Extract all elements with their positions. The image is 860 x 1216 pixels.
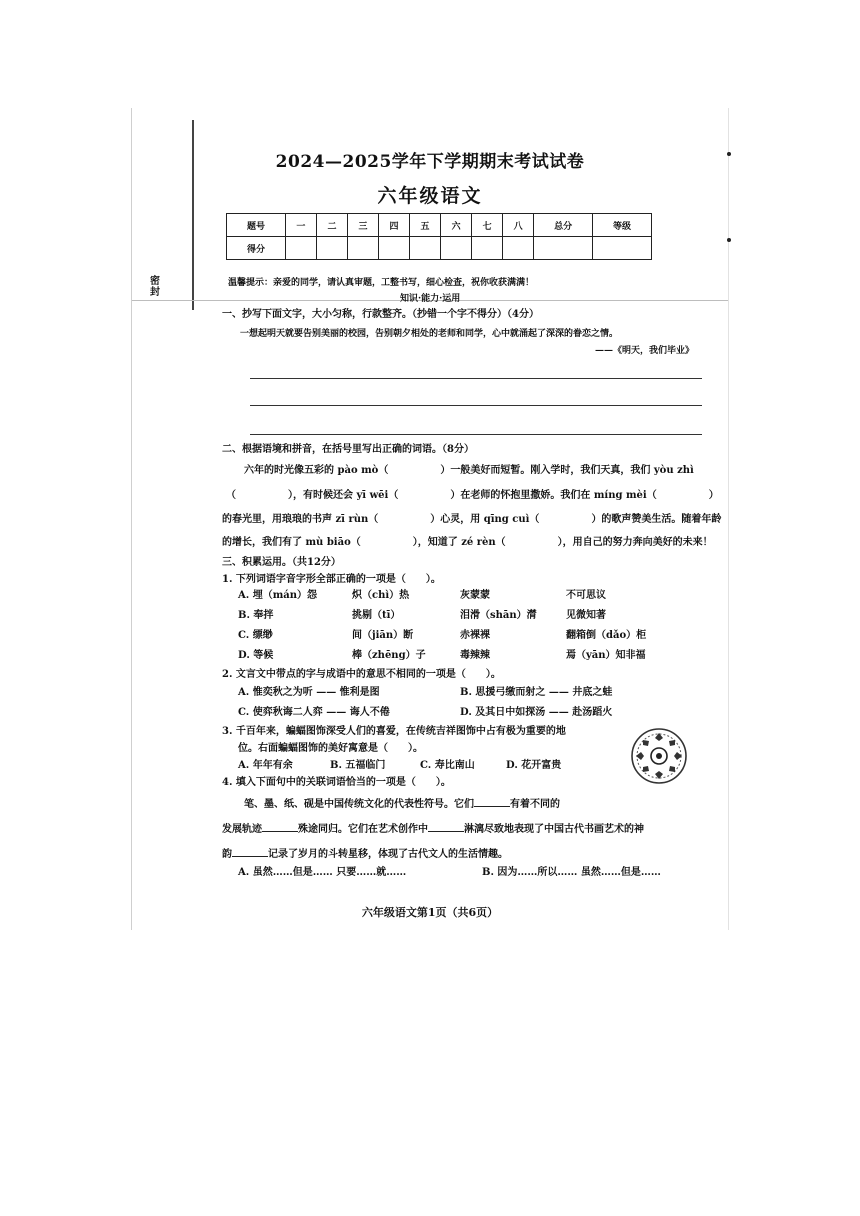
q3-s4-text: 有着不同的 bbox=[510, 799, 560, 810]
q3-s1-option-a-word: 不可思议 bbox=[566, 590, 606, 601]
score-cell: 等级 bbox=[593, 214, 652, 237]
q2-line bbox=[222, 513, 721, 527]
q3-s2-stem: 2. 文言文中带点的字与成语中的意思不相同的一项是（ ）。 bbox=[222, 669, 501, 680]
q3-s3-stem: 3. 千百年来，蝙蝠图饰深受人们的喜爱，在传统吉祥图饰中占有极为重要的地 bbox=[222, 726, 566, 737]
q3-heading: 三、积累运用。（共12分） bbox=[222, 557, 341, 568]
q2-line bbox=[244, 464, 694, 478]
q3-s4-blank[interactable] bbox=[428, 821, 464, 832]
q2-text: 的增长，我们有了 mù biāo（ bbox=[222, 537, 361, 548]
q3-s1-option-a-word: 炽（chì）热 bbox=[352, 590, 410, 601]
q2-text: ），有时候还会 yī wēi（ bbox=[288, 490, 399, 501]
score-cell: 八 bbox=[503, 214, 534, 237]
q2-text: ）的歌声赞美生活。随着年龄 bbox=[591, 514, 722, 525]
q3-s3-option-b[interactable]: B. 五福临门 bbox=[330, 760, 386, 771]
q3-s1-option-c[interactable]: C. 缥缈 bbox=[238, 630, 273, 641]
q3-s1-option-a-word: 灰蒙蒙 bbox=[460, 590, 490, 601]
q3-s1-option-c-word: 翻箱倒（dǎo）柜 bbox=[566, 630, 647, 641]
score-table-header-row bbox=[227, 214, 652, 237]
score-cell: 六 bbox=[441, 214, 472, 237]
score-input-cell[interactable] bbox=[441, 237, 472, 260]
q2-heading: 二、根据语境和拼音，在括号里写出正确的词语。（8分） bbox=[222, 444, 474, 455]
q2-text: （ bbox=[226, 490, 236, 501]
q3-s1-option-a[interactable]: A. 埋（mán）怨 bbox=[238, 590, 318, 601]
q3-s4-blank[interactable] bbox=[262, 821, 298, 832]
score-cell: 三 bbox=[347, 214, 378, 237]
q2-text: ） bbox=[708, 490, 719, 501]
score-input-cell[interactable] bbox=[472, 237, 503, 260]
q3-s2-option-c[interactable]: C. 使弈秋诲二人弈 —— 诲人不倦 bbox=[238, 707, 390, 718]
q1-writing-line[interactable] bbox=[250, 405, 702, 406]
scan-dot bbox=[727, 238, 731, 242]
score-cell: 题号 bbox=[227, 214, 286, 237]
q3-s4-line bbox=[222, 846, 508, 862]
exam-tips: 温馨提示：亲爱的同学，请认真审题，工整书写，细心检查，祝你收获满满！ bbox=[228, 278, 535, 288]
score-cell: 五 bbox=[410, 214, 441, 237]
q1-writing-line[interactable] bbox=[250, 378, 702, 379]
q3-s2-option-a[interactable]: A. 惟奕秋之为听 —— 惟利是图 bbox=[238, 687, 380, 698]
q3-s3-option-c[interactable]: C. 寿比南山 bbox=[420, 760, 475, 771]
q1-writing-line[interactable] bbox=[250, 434, 702, 435]
paper-edge-right bbox=[728, 108, 729, 930]
q3-s4-text: 殊途同归。它们在艺术创作中 bbox=[298, 824, 428, 835]
q3-s1-option-d-word: 棒（zhēng）子 bbox=[352, 650, 426, 661]
q2-text: 的春光里，用琅琅的书声 zī rùn（ bbox=[222, 514, 379, 525]
paper-edge-left bbox=[131, 108, 132, 930]
q2-text: 六年的时光像五彩的 pào mò（ bbox=[244, 465, 389, 476]
q3-s2-option-d[interactable]: D. 及其日中如探汤 —— 赴汤蹈火 bbox=[460, 707, 613, 718]
q3-s4-line bbox=[222, 821, 644, 837]
score-input-cell[interactable] bbox=[285, 237, 316, 260]
q2-text: ），知道了 zé rèn（ bbox=[412, 537, 506, 548]
q3-s4-option-b[interactable]: B. 因为……所以…… 虽然……但是…… bbox=[482, 867, 661, 878]
q3-s1-option-d-word: 毒辣辣 bbox=[460, 650, 490, 661]
q3-s4-text: 记录了岁月的斗转星移，体现了古代文人的生活情趣。 bbox=[268, 849, 508, 860]
q2-line bbox=[226, 489, 719, 503]
q3-s1-option-b-word: 挑剔（tī） bbox=[352, 610, 401, 621]
q1-heading: 一、抄写下面文字，大小匀称，行款整齐。（抄错一个字不得分）（4分） bbox=[222, 309, 539, 320]
score-cell: 二 bbox=[316, 214, 347, 237]
q3-s4-text: 淋漓尽致地表现了中国古代书画艺术的神 bbox=[464, 824, 644, 835]
score-table-score-row bbox=[227, 237, 652, 260]
q3-s4-line bbox=[244, 796, 560, 812]
q3-s1-option-c-word: 间（jiān）断 bbox=[352, 630, 414, 641]
q3-s1-option-b[interactable]: B. 奉拌 bbox=[238, 610, 274, 621]
q3-s1-option-d-word: 焉（yān）知非福 bbox=[566, 650, 646, 661]
score-input-cell[interactable] bbox=[316, 237, 347, 260]
q3-s1-option-c-word: 赤裸裸 bbox=[460, 630, 490, 641]
q3-s4-blank[interactable] bbox=[232, 846, 268, 857]
q3-s1-stem: 1. 下列词语字音字形全部正确的一项是（ ）。 bbox=[222, 574, 441, 585]
q3-s4-text: 笔、墨、纸、砚是中国传统文化的代表性符号。它们 bbox=[244, 799, 474, 810]
q3-s1-option-b-word: 见微知著 bbox=[566, 610, 606, 621]
q2-text: ）一般美好而短暂。刚入学时，我们天真，我们 yòu zhì bbox=[440, 465, 694, 476]
q3-s3-option-a[interactable]: A. 年年有余 bbox=[238, 760, 293, 771]
q2-text: ），用自己的努力奔向美好的未来！ bbox=[557, 537, 713, 548]
q3-s1-option-d[interactable]: D. 等候 bbox=[238, 650, 274, 661]
exam-subtips: 知识·能力·运用 bbox=[400, 294, 461, 304]
q1-passage: 一想起明天就要告别美丽的校园，告别朝夕相处的老师和同学，心中就涌起了深深的眷恋之情。 bbox=[240, 329, 619, 339]
q3-s2-option-b[interactable]: B. 思援弓缴而射之 —— 井底之蛙 bbox=[460, 687, 613, 698]
score-table bbox=[226, 213, 652, 260]
q3-s4-option-a[interactable]: A. 虽然……但是…… 只要……就…… bbox=[238, 867, 407, 878]
score-input-cell[interactable] bbox=[410, 237, 441, 260]
score-cell: 七 bbox=[472, 214, 503, 237]
score-input-cell[interactable] bbox=[593, 237, 652, 260]
score-input-cell[interactable] bbox=[503, 237, 534, 260]
q1-source: ——《明天，我们毕业》 bbox=[595, 346, 695, 356]
q3-s4-stem: 4. 填入下面句中的关联词语恰当的一项是（ ）。 bbox=[222, 777, 451, 788]
q3-s1-option-b-word: 泪滑（shān）潸 bbox=[460, 610, 537, 621]
score-cell: 得分 bbox=[227, 237, 286, 260]
q3-s3-stem: 位。右面蝙蝠图饰的美好寓意是（ ）。 bbox=[238, 743, 423, 754]
binding-mark: 密 封 bbox=[150, 276, 160, 298]
exam-subtitle: 六年级语文 bbox=[377, 185, 483, 207]
q2-text: ）在老师的怀抱里撒娇。我们在 míng mèi（ bbox=[450, 490, 657, 501]
q2-line bbox=[222, 536, 713, 550]
score-cell: 总分 bbox=[534, 214, 593, 237]
bat-emblem-icon bbox=[630, 727, 688, 785]
q2-text: ）心灵，用 qīng cuì（ bbox=[430, 514, 540, 525]
score-input-cell[interactable] bbox=[347, 237, 378, 260]
q3-s3-option-d[interactable]: D. 花开富贵 bbox=[506, 760, 562, 771]
q3-s4-text: 韵 bbox=[222, 849, 232, 860]
score-cell: 四 bbox=[379, 214, 410, 237]
score-cell: 一 bbox=[285, 214, 316, 237]
q3-s4-text: 发展轨迹 bbox=[222, 824, 262, 835]
score-input-cell[interactable] bbox=[379, 237, 410, 260]
exam-title: 2024—2025学年下学期期末考试试卷 bbox=[275, 152, 585, 172]
page-footer: 六年级语文第1页（共6页） bbox=[361, 906, 499, 919]
q3-s4-blank[interactable] bbox=[474, 796, 510, 807]
score-input-cell[interactable] bbox=[534, 237, 593, 260]
